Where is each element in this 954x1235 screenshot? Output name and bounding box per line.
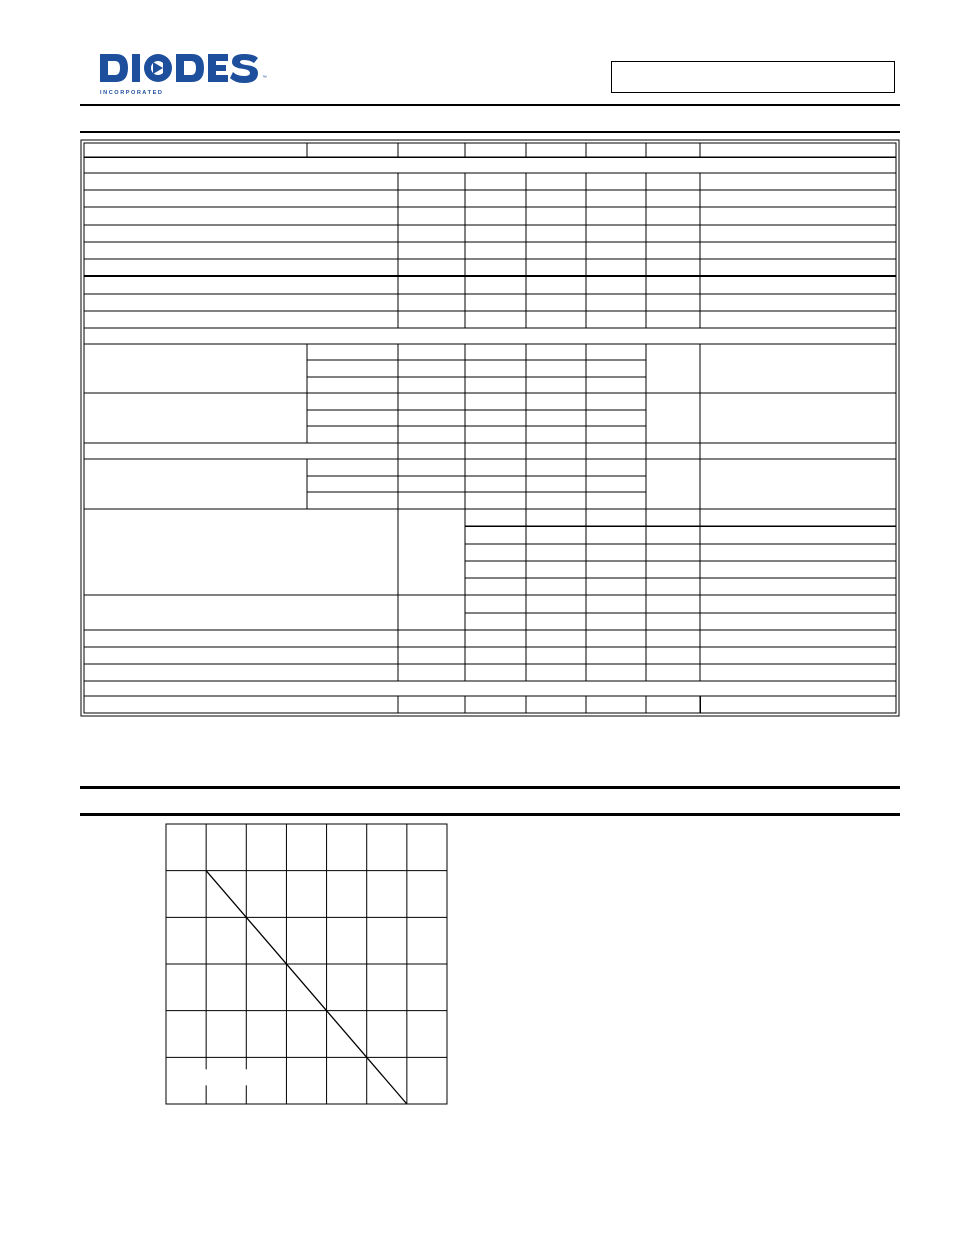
logo-wordmark	[100, 54, 258, 83]
table-row-lines	[84, 157, 896, 696]
trademark-text: ™	[262, 75, 267, 81]
part-number-box	[611, 61, 895, 93]
spec-table	[80, 139, 900, 717]
derating-chart	[165, 823, 449, 1106]
table-header-row	[307, 143, 700, 157]
section-rule-2-bottom	[80, 813, 900, 816]
logo-subtext: I N C O R P O R A T E D	[100, 90, 162, 96]
diodes-logo	[98, 49, 274, 97]
section-rule-top	[80, 131, 900, 133]
header-rule	[80, 104, 900, 106]
chart-label-mask	[202, 1069, 250, 1085]
section-rule-2-top	[80, 786, 900, 789]
table-inner-frame	[84, 143, 896, 713]
